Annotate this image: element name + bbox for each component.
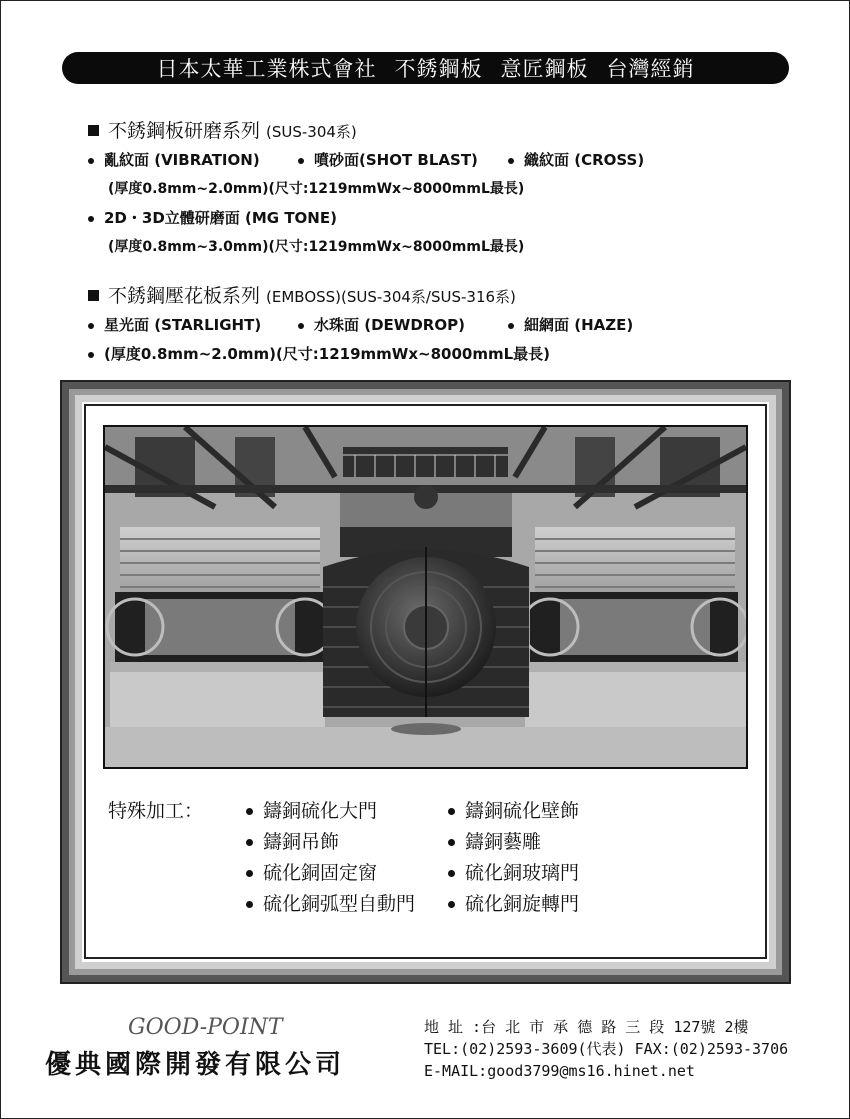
special-list-1 [246,796,415,920]
finish-row [88,204,788,233]
bullet-icon [508,323,514,329]
series-polished-title-row [88,116,788,146]
special-list-2 [448,796,579,920]
finish-cross: 織紋面 (CROSS) [524,151,645,169]
bullet-icon [448,808,455,815]
item-revolving-door: 硫化銅旋轉門 [465,893,580,915]
finish-dewdrop: 水珠面 (DEWDROP) [314,316,465,334]
list-item [298,311,508,340]
series-emboss-subtitle: (EMBOSS)(SUS-304系/SUS-316系) [266,288,516,306]
brand-english-logo: GOOD-POINT [128,1015,283,1040]
product-stainless: 不銹鋼板 [394,57,483,81]
email-line: E-MAIL:good3799@ms16.hinet.net [424,1062,695,1080]
item-glass-door: 硫化銅玻璃門 [465,862,580,884]
company-name: 日本太華工業株式會社 [156,57,377,81]
item-curved-auto-door: 硫化銅弧型自動門 [263,893,416,915]
list-item [448,889,579,920]
address-line: 地 址 :台 北 市 承 德 路 三 段 127號 2樓 [424,1018,749,1036]
tel-fax-line: TEL:(02)2593-3609(代表) FAX:(02)2593-3706 [424,1040,789,1058]
bullet-icon [448,901,455,908]
series-polished [88,116,788,262]
finish-starlight: 星光面 (STARLIGHT) [104,316,262,334]
bullet-icon [88,352,94,358]
special-label: 特殊加工： [108,800,204,822]
series-emboss-title: 不銹鋼壓花板系列 [108,285,261,307]
spec-line: (厚度0.8mm~2.0mm)(尺寸:1219mmWx~8000mmL最長) [108,181,525,197]
list-item [448,827,579,858]
spec-line: (厚度0.8mm~2.0mm)(尺寸:1219mmWx~8000mmL最長) [104,345,551,363]
list-item [246,889,415,920]
bullet-icon [88,216,94,222]
list-item [88,340,550,369]
finish-row [88,146,788,175]
building-gate-photo [103,425,748,769]
item-cast-copper-pendant: 鑄銅吊飾 [263,831,340,853]
spec-line: (厚度0.8mm~3.0mm)(尺寸:1219mmWx~8000mmL最長) [108,239,525,255]
list-item [246,858,415,889]
list-item [448,858,579,889]
series-emboss [88,281,788,369]
item-fixed-window: 硫化銅固定窗 [263,862,378,884]
finish-mg-tone: 2D・3D立體研磨面 (MG TONE) [104,209,337,227]
list-item [246,796,415,827]
bullet-icon [508,158,514,164]
list-item [246,827,415,858]
item-cast-copper-gate: 鑄銅硫化大門 [263,800,378,822]
finish-haze: 細網面 (HAZE) [524,316,634,334]
finish-vibration: 亂紋面 (VIBRATION) [104,151,260,169]
bullet-icon [246,808,253,815]
bullet-icon [448,870,455,877]
list-item [88,146,298,175]
list-item [298,146,508,175]
item-art-carving: 鑄銅藝雕 [465,831,542,853]
list-item [448,796,579,827]
finish-row [88,340,788,369]
list-item [88,204,337,233]
contact-block [424,1016,788,1082]
bullet-icon [88,323,94,329]
bullet-icon [448,839,455,846]
bullet-icon [88,158,94,164]
list-item [88,311,298,340]
list-item [508,311,633,340]
series-emboss-title-row [88,281,788,311]
bullet-icon [246,839,253,846]
bullet-icon [298,323,304,329]
series-polished-title: 不銹鋼板研磨系列 [108,120,261,142]
product-design: 意匠鋼板 [500,57,589,81]
brand-chinese-name: 優典國際開發有限公司 [45,1050,346,1080]
header-banner [62,52,789,84]
bullet-icon [246,901,253,908]
square-bullet-icon [88,290,99,301]
item-wall-ornament: 鑄銅硫化壁飾 [465,800,580,822]
region-distributor: 台灣經銷 [606,57,695,81]
bullet-icon [246,870,253,877]
finish-row [88,311,788,340]
series-polished-subtitle: (SUS-304系) [266,123,357,141]
square-bullet-icon [88,125,99,136]
finish-shot-blast: 噴砂面(SHOT BLAST) [314,151,478,169]
list-item [508,146,644,175]
bullet-icon [298,158,304,164]
gate-illustration [105,427,746,767]
